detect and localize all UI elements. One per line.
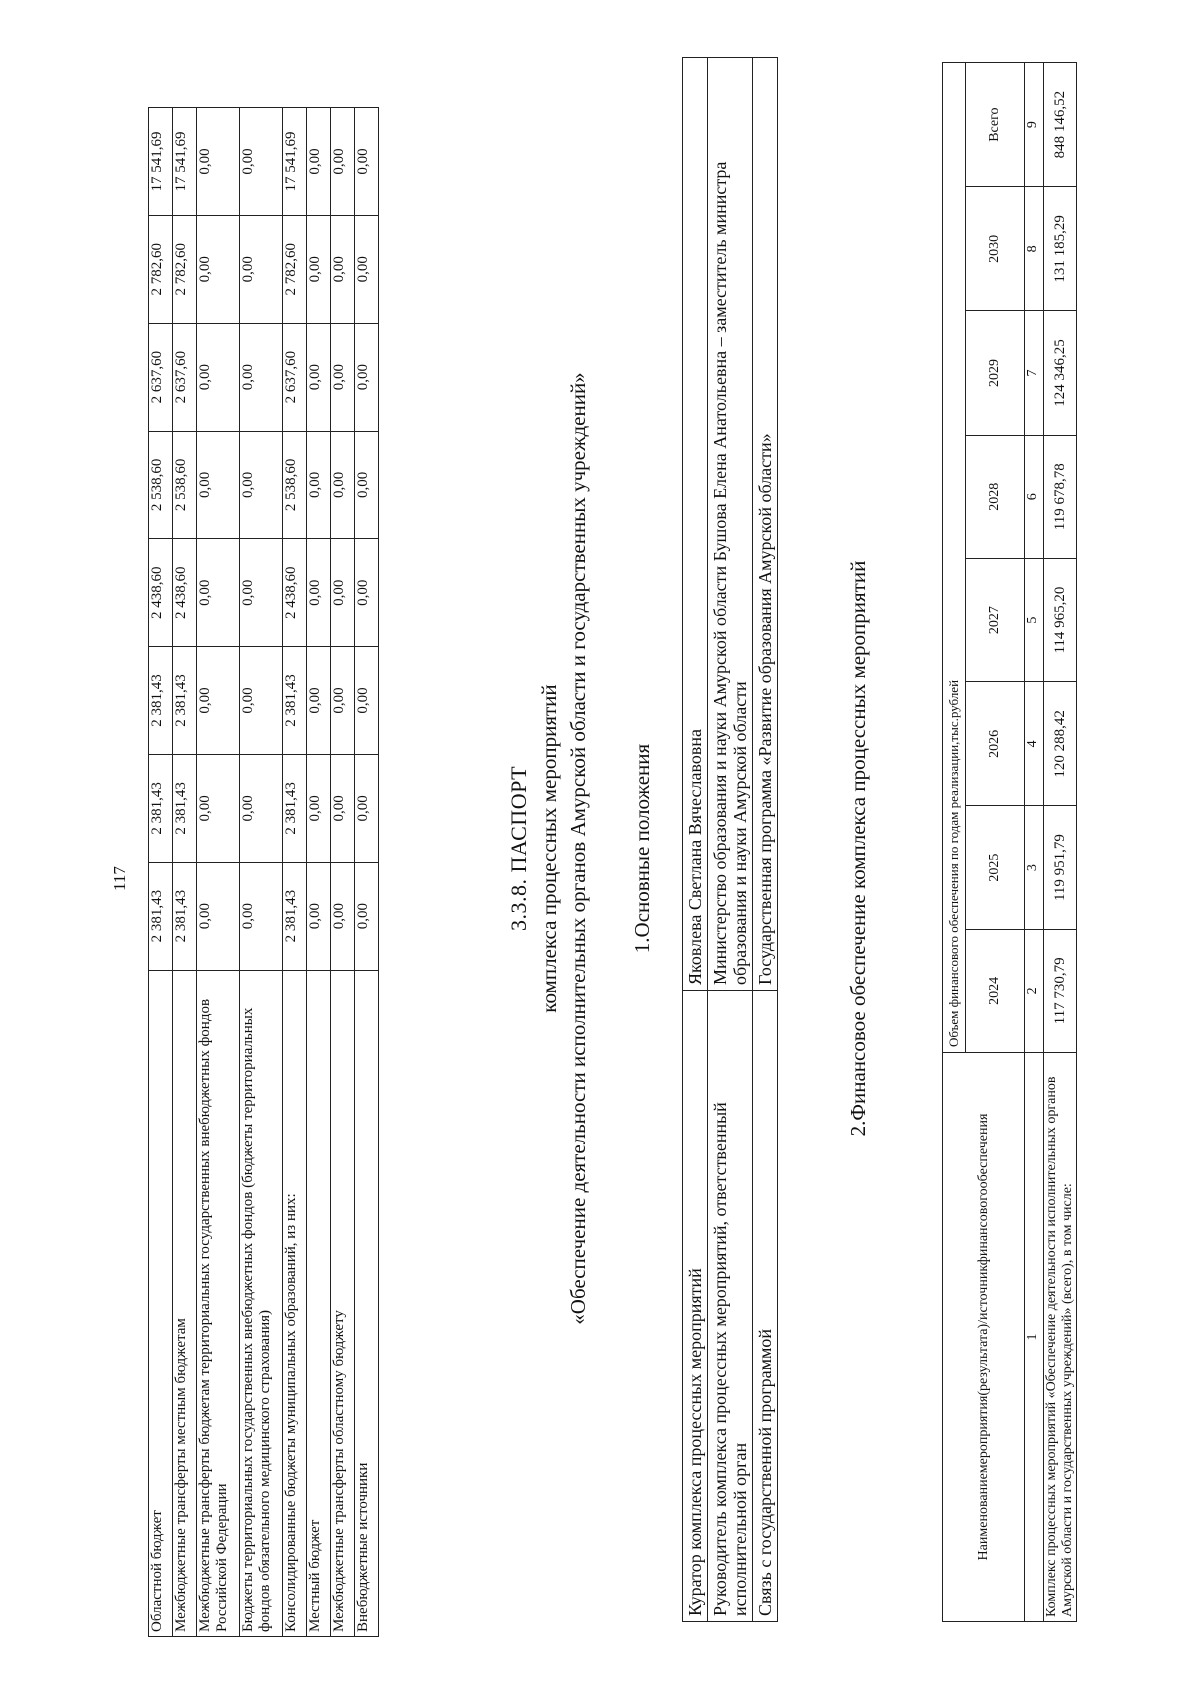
budget-row [240,108,283,1637]
budget-row-label: Межбюджетные трансферты областному бюджету [331,970,355,1636]
budget-row [331,108,355,1637]
budget-cell: 17 541,69 [173,108,197,216]
budget-cell: 0,00 [331,862,355,970]
budget-sources-table [148,107,379,1637]
budget-row-label: Областной бюджет [149,970,173,1636]
budget-row-label: Внебюджетные источники [355,970,379,1636]
budget-cell: 0,00 [331,431,355,539]
budget-cell: 0,00 [355,323,379,431]
budget-cell: 0,00 [197,539,240,647]
provision-key: Связь с государственной программой [753,991,778,1622]
finance-column-index: 9 [1025,63,1044,187]
finance-year-header: 2029 [966,311,1025,435]
provision-value: Яковлева Светлана Вячеславовна [683,58,708,991]
budget-cell: 0,00 [197,647,240,755]
section-2-title: 2.Финансовое обеспечение комплекса процессных мероприятий [846,560,870,1137]
budget-cell: 2 381,43 [149,647,173,755]
budget-cell: 0,00 [355,215,379,323]
budget-cell: 0,00 [331,323,355,431]
finance-value-cell: 114 965,20 [1044,558,1077,681]
budget-cell: 0,00 [240,215,283,323]
budget-cell: 0,00 [307,862,331,970]
budget-cell: 0,00 [355,647,379,755]
budget-row-label: Межбюджетные трансферты местным бюджетам [173,970,197,1636]
finance-value-cell: 131 185,29 [1044,187,1077,311]
budget-cell: 0,00 [307,431,331,539]
finance-column-index: 2 [1025,929,1044,1052]
budget-cell: 0,00 [307,647,331,755]
budget-cell: 0,00 [331,647,355,755]
budget-row [307,108,331,1637]
provision-value: Государственная программа «Развитие образования Амурской области» [753,58,778,991]
budget-cell: 2 381,43 [173,862,197,970]
passport-title: 3.3.8. ПАСПОРТ [506,765,531,932]
budget-cell: 2 381,43 [149,862,173,970]
budget-cell: 0,00 [197,754,240,862]
budget-row-label: Местный бюджет [307,970,331,1636]
budget-cell: 2 538,60 [173,431,197,539]
finance-year-header: 2026 [966,682,1025,806]
finance-header-row [943,63,966,1622]
budget-cell: 2 782,60 [149,215,173,323]
budget-cell: 2 438,60 [283,539,307,647]
provision-value: Министерство образования и науки Амурской области Бушова Елена Анатольевна – заместитель министра образования и науки Амурской области [708,58,753,991]
budget-cell: 0,00 [331,754,355,862]
budget-cell: 0,00 [197,108,240,216]
finance-value-cell: 848 146,52 [1044,63,1077,187]
budget-cell: 0,00 [307,215,331,323]
budget-row [149,108,173,1637]
budget-cell: 0,00 [240,431,283,539]
budget-cell: 0,00 [355,754,379,862]
budget-cell: 0,00 [197,215,240,323]
finance-year-header: Всего [966,63,1025,187]
budget-cell: 0,00 [355,862,379,970]
budget-cell: 0,00 [331,108,355,216]
budget-cell: 2 782,60 [283,215,307,323]
finance-value-cell: 117 730,79 [1044,929,1077,1052]
budget-row [283,108,307,1637]
finance-column-index: 8 [1025,187,1044,311]
passport-complex-name: «Обеспечение деятельности исполнительных органов Амурской области и государственных учреждений» [566,372,590,1325]
budget-cell: 0,00 [240,539,283,647]
budget-cell: 0,00 [355,431,379,539]
finance-column-index: 7 [1025,311,1044,435]
budget-cell: 17 541,69 [283,108,307,216]
budget-cell: 2 538,60 [283,431,307,539]
main-provisions-table [682,57,778,1622]
finance-value-cell: 124 346,25 [1044,311,1077,435]
budget-cell: 2 637,60 [149,323,173,431]
finance-year-header: 2024 [966,929,1025,1052]
finance-column-index: 6 [1025,435,1044,558]
provision-key: Руководитель комплекса процессных мероприятий, ответственный исполнительной орган [708,991,753,1622]
page-number: 117 [110,866,129,891]
finance-index-row [1025,63,1044,1622]
budget-cell: 2 381,43 [283,754,307,862]
finance-table [942,62,1077,1622]
finance-data-row [1044,63,1077,1622]
budget-cell: 0,00 [307,539,331,647]
budget-cell: 2 381,43 [283,862,307,970]
finance-value-cell: 119 951,79 [1044,806,1077,929]
finance-row-label: Комплекс процессных мероприятий «Обеспечение деятельности исполнительных органов Амурской области и государственных учреждений» (всего), в том числе: [1044,1053,1077,1622]
budget-cell: 2 538,60 [149,431,173,539]
finance-column-index: 1 [1025,1053,1044,1622]
finance-year-header: 2025 [966,806,1025,929]
passport-subtitle: комплекса процессных мероприятий [537,684,561,1013]
finance-column-index: 4 [1025,682,1044,806]
budget-cell: 0,00 [197,323,240,431]
budget-cell: 0,00 [307,754,331,862]
budget-cell: 17 541,69 [149,108,173,216]
budget-row [173,108,197,1637]
finance-value-cell: 120 288,42 [1044,682,1077,806]
budget-cell: 2 381,43 [283,647,307,755]
budget-row-label: Консолидированные бюджеты муниципальных образований, из них: [283,970,307,1636]
budget-cell: 2 782,60 [173,215,197,323]
budget-row-label: Бюджеты территориальных государственных внебюджетных фондов (бюджеты территориальных фондов обязательного медицинского страхования) [240,970,283,1636]
budget-cell: 0,00 [240,647,283,755]
finance-year-header: 2028 [966,435,1025,558]
budget-cell: 2 381,43 [173,754,197,862]
budget-cell: 0,00 [331,215,355,323]
budget-cell: 2 381,43 [173,647,197,755]
finance-column-index: 5 [1025,558,1044,681]
budget-row [197,108,240,1637]
budget-cell: 0,00 [355,539,379,647]
finance-volume-caption: Объем финансового обеспечения по годам реализации,тыс.рублей [943,63,966,1053]
provision-row [753,58,778,1622]
budget-cell: 2 381,43 [149,754,173,862]
budget-cell: 0,00 [240,862,283,970]
budget-cell: 0,00 [197,431,240,539]
budget-cell: 2 637,60 [283,323,307,431]
provision-key: Куратор комплекса процессных мероприятий [683,991,708,1622]
budget-cell: 0,00 [307,323,331,431]
budget-cell: 0,00 [307,108,331,216]
budget-cell: 2 637,60 [173,323,197,431]
budget-cell: 0,00 [240,754,283,862]
budget-cell: 0,00 [197,862,240,970]
budget-cell: 2 438,60 [173,539,197,647]
section-1-title: 1.Основные положения [630,743,654,954]
budget-cell: 0,00 [240,108,283,216]
finance-year-header: 2030 [966,187,1025,311]
budget-row-label: Межбюджетные трансферты бюджетам территориальных государственных внебюджетных фондов Российской Федерации [197,970,240,1636]
provision-row [708,58,753,1622]
finance-value-cell: 119 678,78 [1044,435,1077,558]
finance-column-index: 3 [1025,806,1044,929]
budget-cell: 2 438,60 [149,539,173,647]
finance-name-header: Наименованиемероприятия(результата)/источникфинансовогообеспечения [943,1053,1025,1622]
provision-row [683,58,708,1622]
budget-cell: 0,00 [355,108,379,216]
budget-row [355,108,379,1637]
budget-cell: 0,00 [240,323,283,431]
finance-year-header: 2027 [966,558,1025,681]
budget-cell: 0,00 [331,539,355,647]
